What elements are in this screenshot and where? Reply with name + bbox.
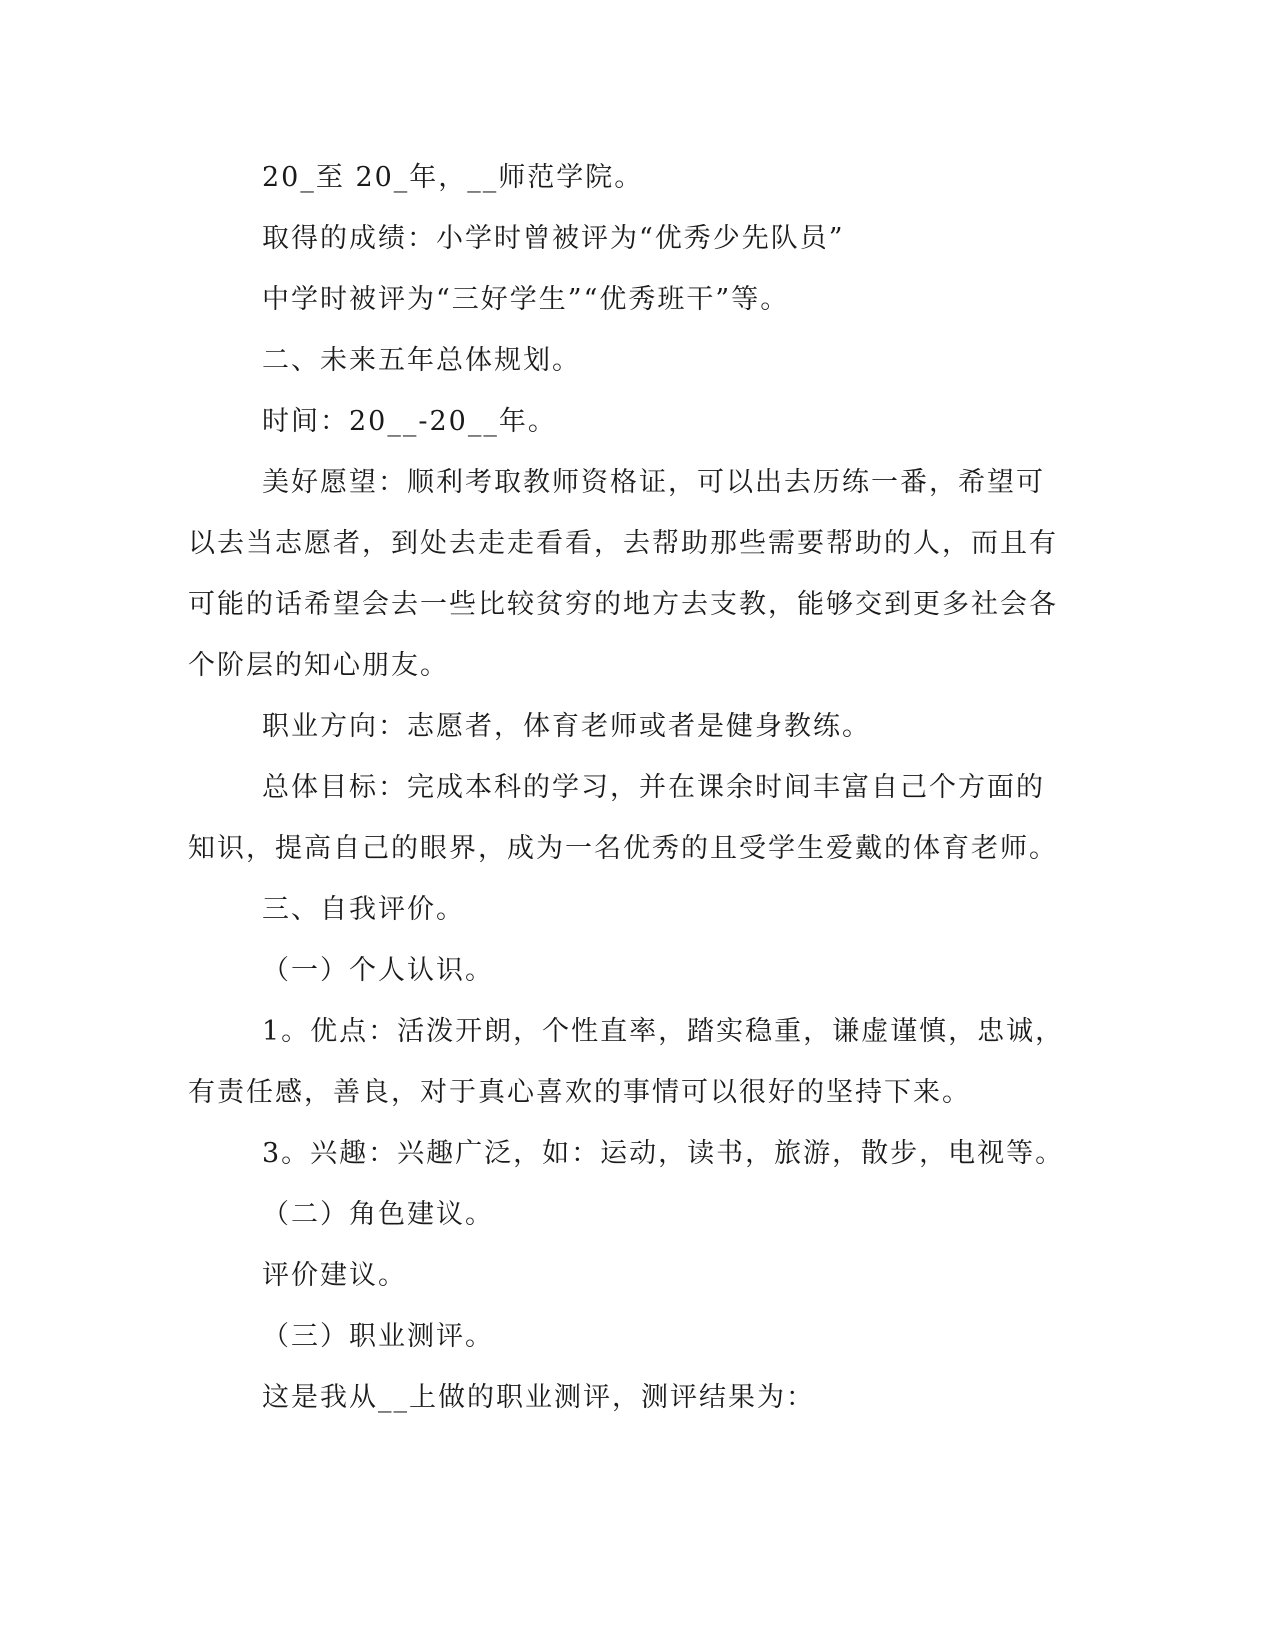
paragraph-career-direction: 职业方向：志愿者，体育老师或者是健身教练。	[262, 711, 871, 742]
paragraph-interests: 3。兴趣：兴趣广泛，如：运动，读书，旅游，散步，电视等。	[262, 1138, 1065, 1169]
paragraph-wishes: 美好愿望：顺利考取教师资格证，可以出去历练一番，希望可以去当志愿者，到处去走走看看，去帮助那些需要帮助的人，而且有可能的话希望会去一些比较贫穷的地方去支教，能够交到更多社会各个阶层的知心朋友。	[188, 467, 1058, 681]
paragraph-education-period: 20_至 20_年，__师范学院。	[262, 162, 644, 193]
paragraph-assessment-result: 这是我从__上做的职业测评，测评结果为：	[262, 1382, 815, 1413]
paragraph-achievements-middle: 中学时被评为“三好学生”“优秀班干”等。	[262, 284, 790, 315]
paragraph-overall-goal: 总体目标：完成本科的学习，并在课余时间丰富自己个方面的知识，提高自己的眼界，成为一名优秀的且受学生爱戴的体育老师。	[188, 772, 1058, 864]
heading-self-evaluation: 三、自我评价。	[262, 894, 465, 925]
subheading-career-assessment: （三）职业测评。	[262, 1321, 494, 1352]
paragraph-strengths: 1。优点：活泼开朗，个性直率，踏实稳重，谦虚谨慎，忠诚，有责任感，善良，对于真心喜欢的事情可以很好的坚持下来。	[188, 1016, 1065, 1108]
subheading-role-suggestion: （二）角色建议。	[262, 1199, 494, 1230]
paragraph-time-range: 时间：20__-20__年。	[262, 406, 557, 437]
document-body	[188, 160, 1068, 1441]
heading-five-year-plan: 二、未来五年总体规划。	[262, 345, 581, 376]
subheading-personal-awareness: （一）个人认识。	[262, 955, 494, 986]
paragraph-achievements-primary: 取得的成绩：小学时曾被评为“优秀少先队员”	[262, 223, 845, 254]
paragraph-evaluation-suggestion: 评价建议。	[262, 1260, 407, 1291]
